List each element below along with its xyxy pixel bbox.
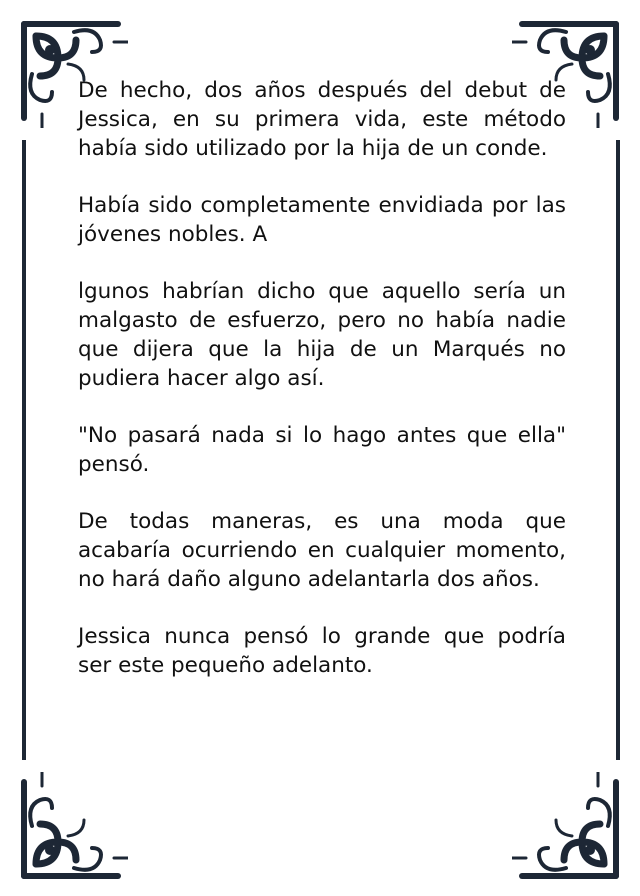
paragraph: Había sido completamente envidiada por las jóvenes nobles. A — [78, 193, 566, 247]
paragraph: lgunos habrían dicho que aquello sería un malgasto de esfuerzo, pero no había nadie que dijera que la hija de un Marqués no pudiera hacer algo así. — [78, 279, 566, 391]
story-text — [78, 76, 566, 708]
paragraph: De hecho, dos años después del debut de Jessica, en su primera vida, este método había sido utilizado por la hija de un conde. — [78, 78, 566, 161]
left-border-line — [22, 140, 26, 760]
paragraph: "No pasará nada si lo hago antes que ella" pensó. — [78, 423, 566, 477]
paragraph: Jessica nunca pensó lo grande que podría ser este pequeño adelanto. — [78, 624, 566, 678]
right-border-line — [616, 140, 620, 760]
ornamental-corner-icon — [512, 772, 622, 882]
ornamental-corner-icon — [18, 772, 128, 882]
paragraph: De todas maneras, es una moda que acabaría ocurriendo en cualquier momento, no hará daño alguno adelantarla dos años. — [78, 509, 566, 592]
